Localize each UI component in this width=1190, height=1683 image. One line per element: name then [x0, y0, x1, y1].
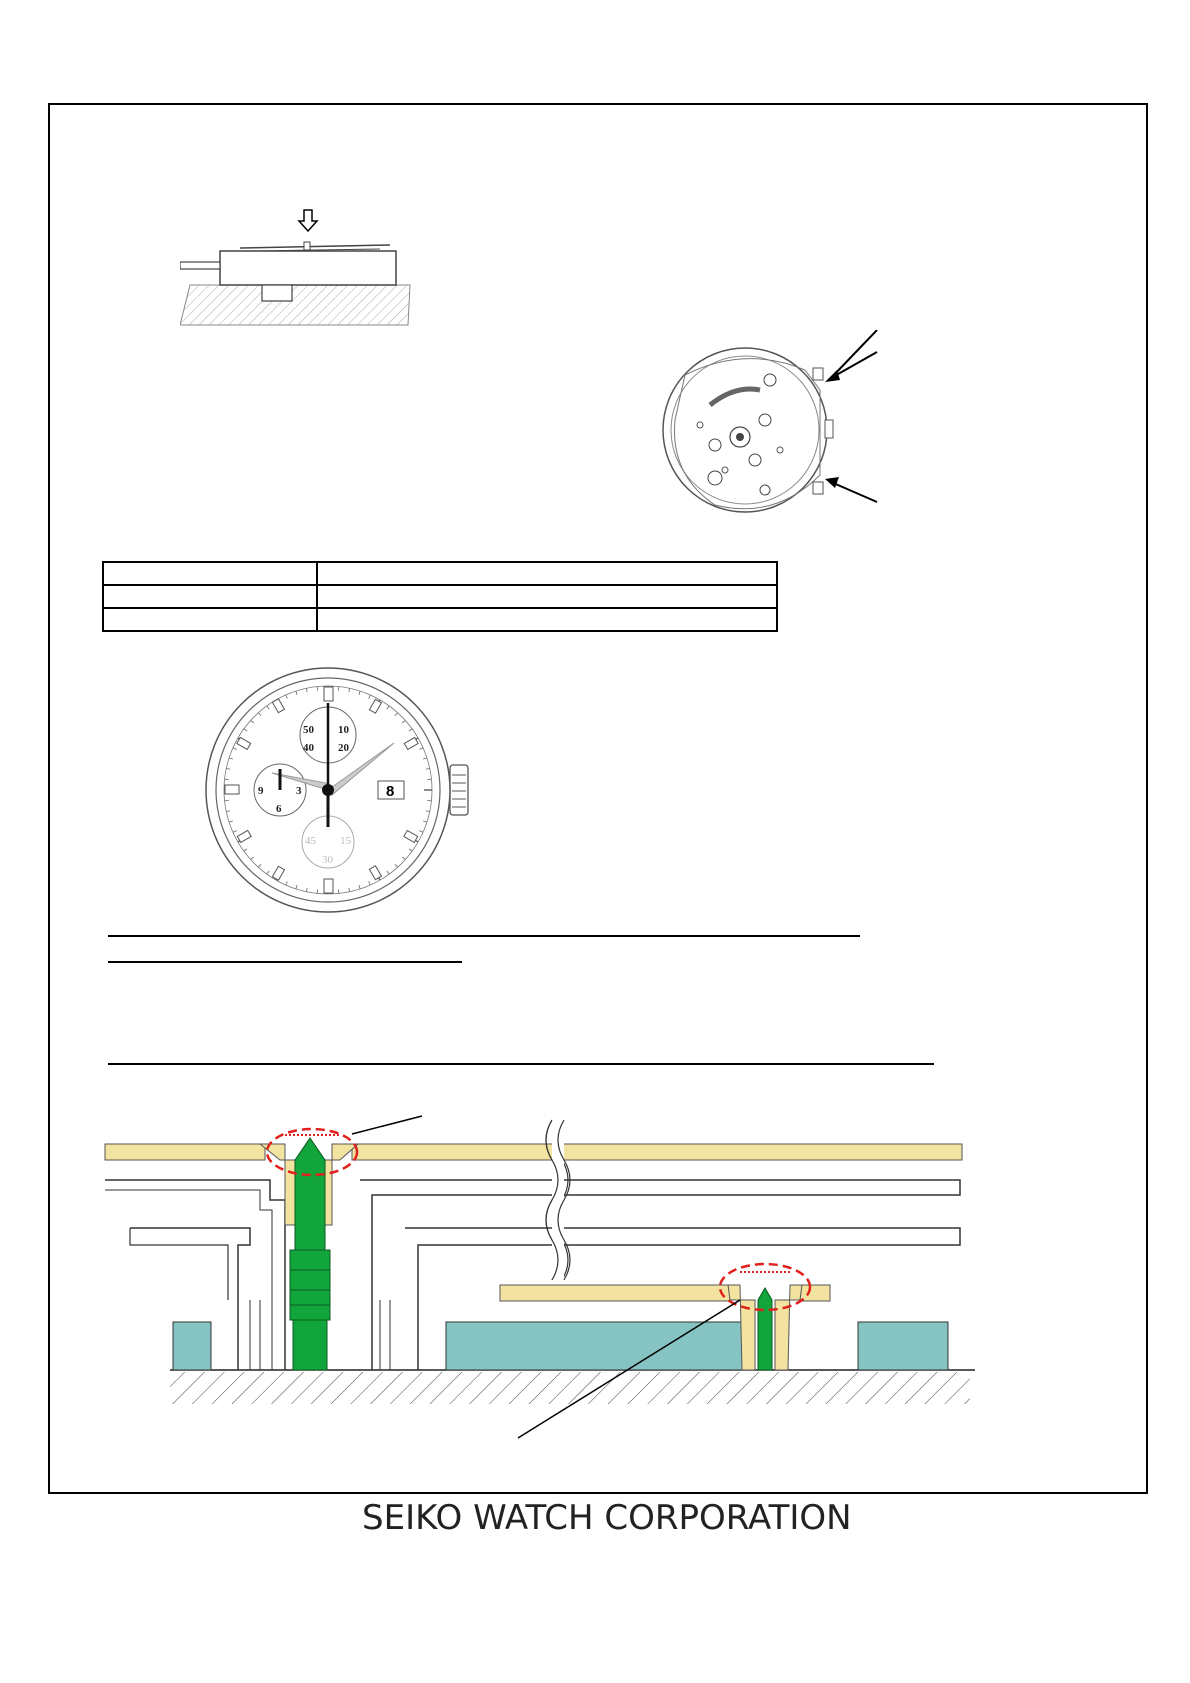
- side-view-figure: [180, 205, 420, 330]
- date-window: 8: [386, 783, 395, 800]
- table-cell: [103, 608, 317, 631]
- table-cell: [103, 562, 317, 585]
- table-row: [103, 608, 777, 631]
- cross-section-figure: [100, 1100, 980, 1450]
- subdial-bottom-number: 15: [340, 835, 351, 847]
- table-cell: [317, 562, 777, 585]
- table-row: [103, 585, 777, 608]
- table-cell: [103, 585, 317, 608]
- subdial-top-number: 20: [338, 742, 349, 754]
- subdial-bottom-number: 30: [322, 854, 333, 866]
- subdial-top-number: 50: [303, 724, 314, 736]
- table-cell: [317, 585, 777, 608]
- table-cell: [317, 608, 777, 631]
- subdial-left-number: 9: [258, 785, 264, 797]
- subdial-left-number: 3: [296, 785, 302, 797]
- company-name: SEIKO WATCH CORPORATION: [362, 1498, 852, 1538]
- text-line: [108, 1063, 934, 1065]
- chronograph-dial-figure: [200, 665, 480, 915]
- subdial-left-number: 6: [276, 803, 282, 815]
- subdial-top-number: 40: [303, 742, 314, 754]
- text-line: [108, 961, 462, 963]
- subdial-top-number: 10: [338, 724, 349, 736]
- movement-back-figure: [655, 330, 905, 530]
- table-row: [103, 562, 777, 585]
- text-line: [108, 935, 860, 937]
- spec-table: [102, 561, 778, 632]
- subdial-bottom-number: 45: [305, 835, 316, 847]
